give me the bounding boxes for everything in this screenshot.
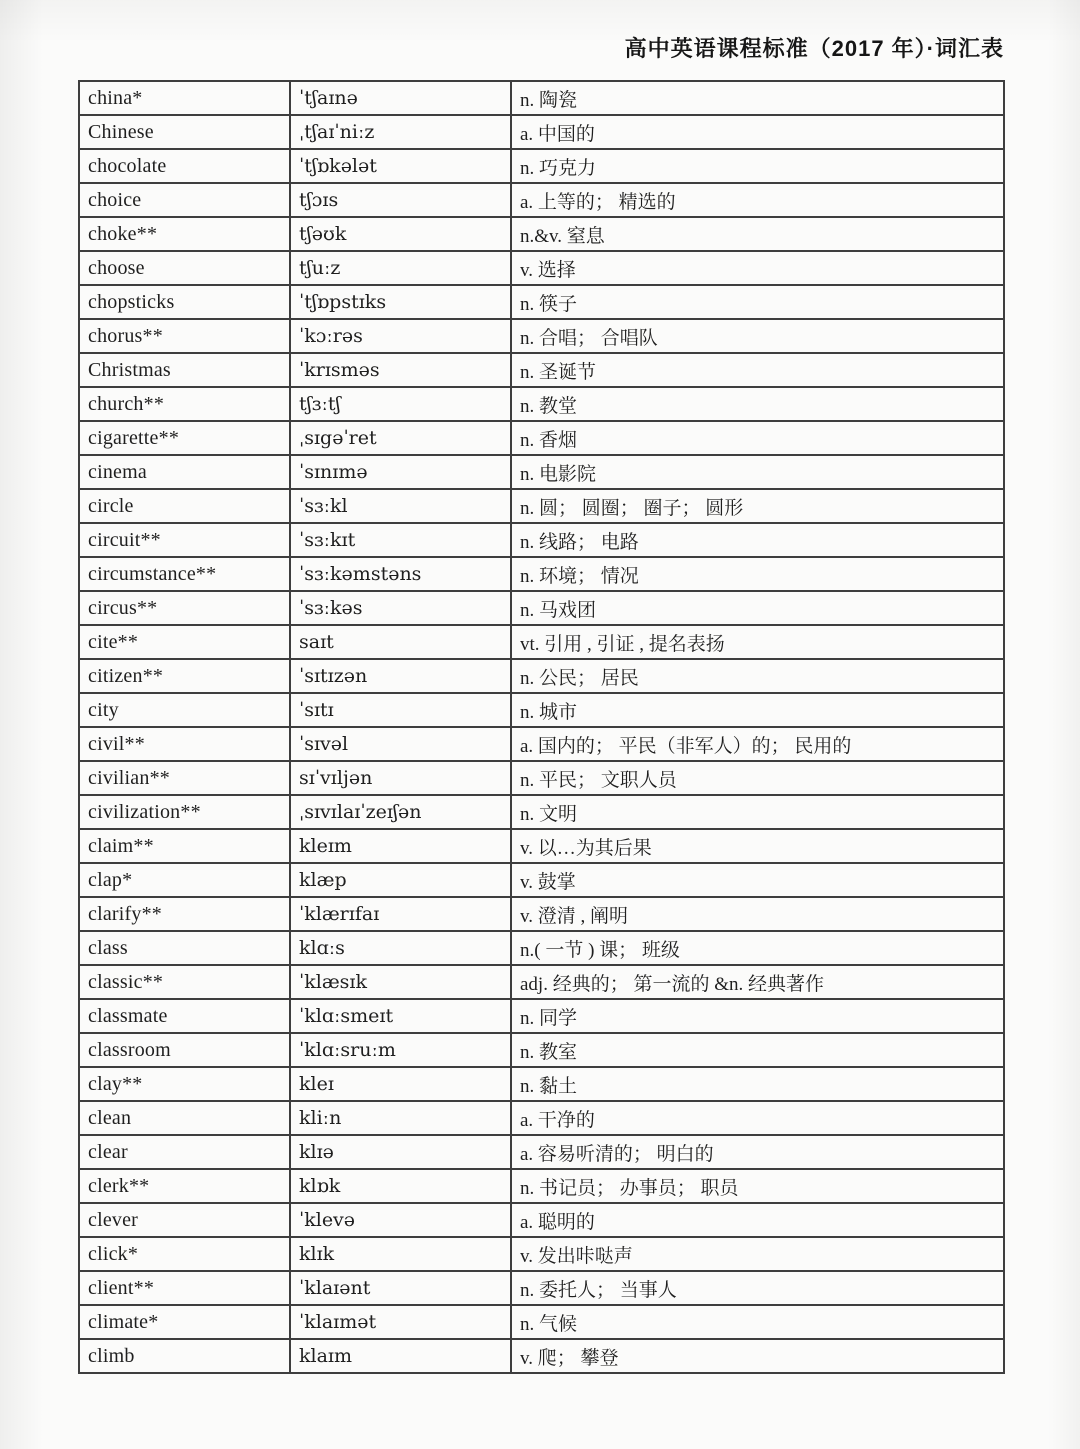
meaning-cell: n. 圣诞节: [511, 353, 1004, 387]
phonetic-cell: ˈkɔːrəs: [290, 319, 511, 353]
meaning-cell: n. 书记员； 办事员； 职员: [511, 1169, 1004, 1203]
meaning-cell: a. 国内的； 平民（非军人）的； 民用的: [511, 727, 1004, 761]
phonetic-cell: ˈsɜːkɪt: [290, 523, 511, 557]
table-row: [79, 931, 1004, 965]
word-cell: cinema: [79, 455, 290, 489]
word-cell: client**: [79, 1271, 290, 1305]
meaning-cell: n. 城市: [511, 693, 1004, 727]
phonetic-cell: klɑːs: [290, 931, 511, 965]
meaning-cell: n. 马戏团: [511, 591, 1004, 625]
phonetic-cell: ˈsɜːkl: [290, 489, 511, 523]
table-row: [79, 557, 1004, 591]
meaning-cell: n. 教室: [511, 1033, 1004, 1067]
word-cell: city: [79, 693, 290, 727]
meaning-cell: v. 爬； 攀登: [511, 1339, 1004, 1373]
meaning-cell: n.( 一节 ) 课； 班级: [511, 931, 1004, 965]
meaning-cell: n. 陶瓷: [511, 81, 1004, 115]
phonetic-cell: ˈtʃaɪnə: [290, 81, 511, 115]
table-row: [79, 863, 1004, 897]
word-cell: clerk**: [79, 1169, 290, 1203]
phonetic-cell: ˈsɪtɪ: [290, 693, 511, 727]
phonetic-cell: ˈtʃɒpstɪks: [290, 285, 511, 319]
phonetic-cell: ˈklæsɪk: [290, 965, 511, 999]
phonetic-cell: klæp: [290, 863, 511, 897]
word-cell: circle: [79, 489, 290, 523]
meaning-cell: n. 巧克力: [511, 149, 1004, 183]
meaning-cell: v. 发出咔哒声: [511, 1237, 1004, 1271]
table-row: [79, 217, 1004, 251]
phonetic-cell: ˌsɪgəˈret: [290, 421, 511, 455]
word-cell: choice: [79, 183, 290, 217]
table-row: [79, 829, 1004, 863]
table-row: [79, 455, 1004, 489]
phonetic-cell: ˈklɑːsmeɪt: [290, 999, 511, 1033]
meaning-cell: n. 电影院: [511, 455, 1004, 489]
table-row: [79, 693, 1004, 727]
phonetic-cell: ˈklaɪmət: [290, 1305, 511, 1339]
meaning-cell: a. 干净的: [511, 1101, 1004, 1135]
phonetic-cell: ˈsɜːkəmstəns: [290, 557, 511, 591]
meaning-cell: n. 气候: [511, 1305, 1004, 1339]
word-cell: china*: [79, 81, 290, 115]
word-cell: clever: [79, 1203, 290, 1237]
word-cell: Chinese: [79, 115, 290, 149]
word-cell: clean: [79, 1101, 290, 1135]
table-row: [79, 625, 1004, 659]
word-cell: clarify**: [79, 897, 290, 931]
table-row: [79, 81, 1004, 115]
meaning-cell: a. 聪明的: [511, 1203, 1004, 1237]
meaning-cell: n. 平民； 文职人员: [511, 761, 1004, 795]
meaning-cell: n. 环境； 情况: [511, 557, 1004, 591]
table-row: [79, 897, 1004, 931]
word-cell: choose: [79, 251, 290, 285]
table-row: [79, 1067, 1004, 1101]
table-row: [79, 965, 1004, 999]
word-cell: civil**: [79, 727, 290, 761]
phonetic-cell: kleɪm: [290, 829, 511, 863]
phonetic-cell: ˈsɪnɪmə: [290, 455, 511, 489]
word-cell: classroom: [79, 1033, 290, 1067]
word-cell: chopsticks: [79, 285, 290, 319]
word-cell: chorus**: [79, 319, 290, 353]
table-row: [79, 1339, 1004, 1373]
word-cell: clap*: [79, 863, 290, 897]
meaning-cell: n. 教堂: [511, 387, 1004, 421]
word-cell: classic**: [79, 965, 290, 999]
vocabulary-table: [78, 80, 1005, 1374]
phonetic-cell: ˈtʃɒkələt: [290, 149, 511, 183]
phonetic-cell: ˌsɪvɪlaɪˈzeɪʃən: [290, 795, 511, 829]
meaning-cell: n. 线路； 电路: [511, 523, 1004, 557]
phonetic-cell: kliːn: [290, 1101, 511, 1135]
phonetic-cell: klɒk: [290, 1169, 511, 1203]
phonetic-cell: tʃəʊk: [290, 217, 511, 251]
word-cell: cigarette**: [79, 421, 290, 455]
phonetic-cell: ˈklaɪənt: [290, 1271, 511, 1305]
table-row: [79, 523, 1004, 557]
table-row: [79, 659, 1004, 693]
meaning-cell: n. 筷子: [511, 285, 1004, 319]
meaning-cell: n. 公民； 居民: [511, 659, 1004, 693]
phonetic-cell: ˌtʃaɪˈniːz: [290, 115, 511, 149]
table-row: [79, 1305, 1004, 1339]
phonetic-cell: ˈklɑːsruːm: [290, 1033, 511, 1067]
meaning-cell: v. 澄清 , 阐明: [511, 897, 1004, 931]
table-row: [79, 285, 1004, 319]
meaning-cell: n. 圆； 圆圈； 圈子； 圆形: [511, 489, 1004, 523]
table-row: [79, 387, 1004, 421]
meaning-cell: n. 委托人； 当事人: [511, 1271, 1004, 1305]
meaning-cell: a. 容易听清的； 明白的: [511, 1135, 1004, 1169]
meaning-cell: n. 黏土: [511, 1067, 1004, 1101]
phonetic-cell: ˈsɪvəl: [290, 727, 511, 761]
table-row: [79, 251, 1004, 285]
table-row: [79, 727, 1004, 761]
phonetic-cell: klɪk: [290, 1237, 511, 1271]
word-cell: civilization**: [79, 795, 290, 829]
word-cell: civilian**: [79, 761, 290, 795]
phonetic-cell: ˈsɜːkəs: [290, 591, 511, 625]
phonetic-cell: sɪˈvɪljən: [290, 761, 511, 795]
table-row: [79, 149, 1004, 183]
table-row: [79, 761, 1004, 795]
word-cell: cite**: [79, 625, 290, 659]
word-cell: climate*: [79, 1305, 290, 1339]
word-cell: circus**: [79, 591, 290, 625]
table-row: [79, 1271, 1004, 1305]
word-cell: claim**: [79, 829, 290, 863]
phonetic-cell: ˈsɪtɪzən: [290, 659, 511, 693]
table-row: [79, 1033, 1004, 1067]
word-cell: circuit**: [79, 523, 290, 557]
meaning-cell: v. 以…为其后果: [511, 829, 1004, 863]
phonetic-cell: tʃuːz: [290, 251, 511, 285]
table-row: [79, 115, 1004, 149]
phonetic-cell: ˈklærɪfaɪ: [290, 897, 511, 931]
word-cell: Christmas: [79, 353, 290, 387]
word-cell: citizen**: [79, 659, 290, 693]
table-row: [79, 319, 1004, 353]
meaning-cell: n. 合唱； 合唱队: [511, 319, 1004, 353]
table-row: [79, 1169, 1004, 1203]
table-row: [79, 421, 1004, 455]
word-cell: choke**: [79, 217, 290, 251]
table-row: [79, 591, 1004, 625]
phonetic-cell: ˈklevə: [290, 1203, 511, 1237]
word-cell: clear: [79, 1135, 290, 1169]
meaning-cell: adj. 经典的； 第一流的 &n. 经典著作: [511, 965, 1004, 999]
table-row: [79, 353, 1004, 387]
table-row: [79, 795, 1004, 829]
word-cell: click*: [79, 1237, 290, 1271]
table-row: [79, 489, 1004, 523]
word-cell: chocolate: [79, 149, 290, 183]
word-cell: circumstance**: [79, 557, 290, 591]
table-row: [79, 183, 1004, 217]
word-cell: class: [79, 931, 290, 965]
table-row: [79, 999, 1004, 1033]
table-row: [79, 1135, 1004, 1169]
page-header: 高中英语课程标准（2017 年）·词汇表: [624, 36, 1004, 61]
word-cell: clay**: [79, 1067, 290, 1101]
phonetic-cell: kleɪ: [290, 1067, 511, 1101]
phonetic-cell: tʃɔɪs: [290, 183, 511, 217]
phonetic-cell: saɪt: [290, 625, 511, 659]
phonetic-cell: klɪə: [290, 1135, 511, 1169]
meaning-cell: v. 选择: [511, 251, 1004, 285]
word-cell: church**: [79, 387, 290, 421]
table-row: [79, 1203, 1004, 1237]
meaning-cell: n. 文明: [511, 795, 1004, 829]
meaning-cell: n.&v. 窒息: [511, 217, 1004, 251]
meaning-cell: a. 上等的； 精选的: [511, 183, 1004, 217]
phonetic-cell: klaɪm: [290, 1339, 511, 1373]
phonetic-cell: ˈkrɪsməs: [290, 353, 511, 387]
word-cell: classmate: [79, 999, 290, 1033]
phonetic-cell: tʃɜːtʃ: [290, 387, 511, 421]
table-row: [79, 1237, 1004, 1271]
table-row: [79, 1101, 1004, 1135]
word-cell: climb: [79, 1339, 290, 1373]
meaning-cell: n. 香烟: [511, 421, 1004, 455]
meaning-cell: n. 同学: [511, 999, 1004, 1033]
vocabulary-table-body: [79, 81, 1004, 1373]
meaning-cell: vt. 引用 , 引证 , 提名表扬: [511, 625, 1004, 659]
meaning-cell: a. 中国的: [511, 115, 1004, 149]
meaning-cell: v. 鼓掌: [511, 863, 1004, 897]
